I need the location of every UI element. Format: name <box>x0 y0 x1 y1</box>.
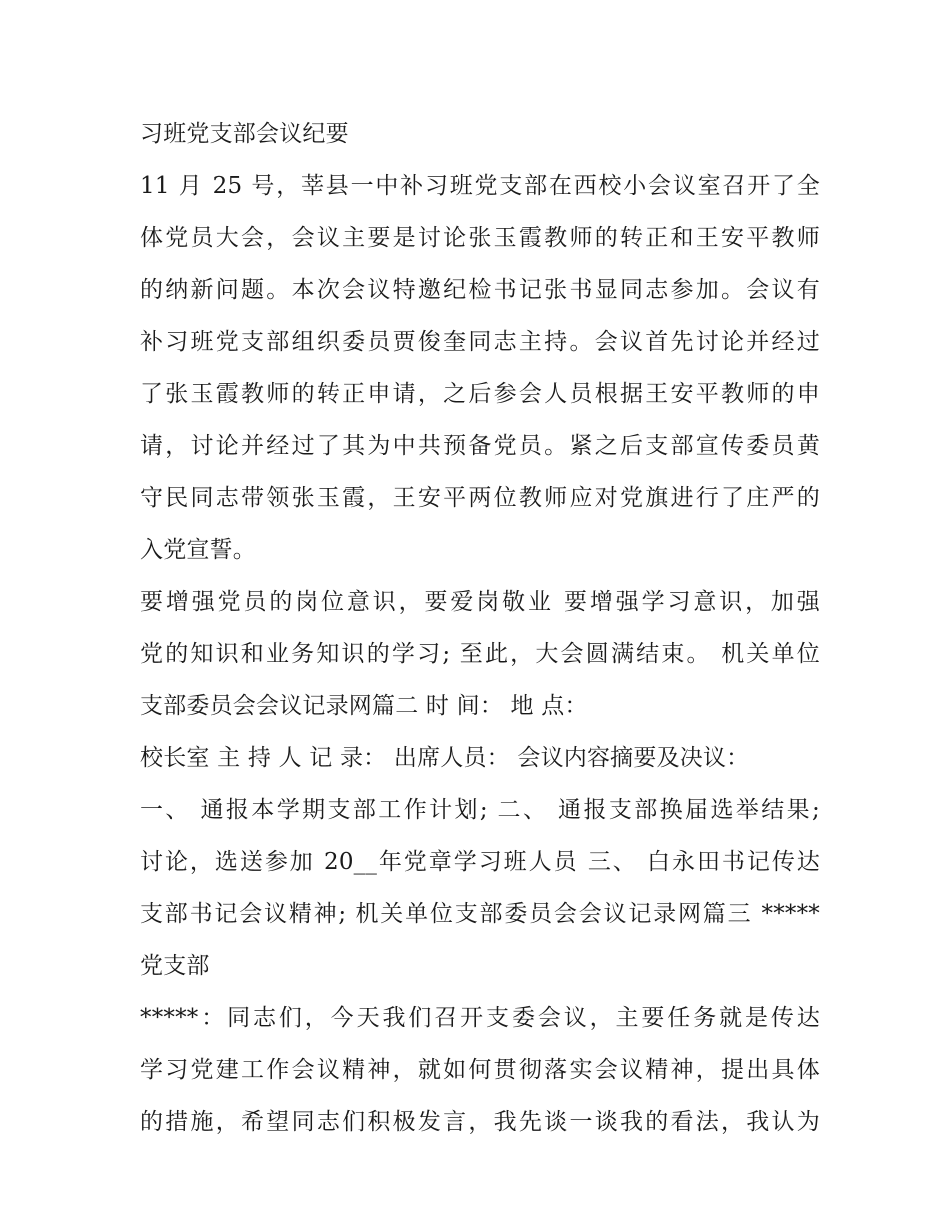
text-line: 的措施，希望同志们积极发言，我先谈一谈我的看法，我认为 <box>140 1109 820 1135</box>
text-line: 入党宣誓。 <box>140 537 256 563</box>
text-line: 支部书记会议精神; 机关单位支部委员会会议记录网篇三 ***** <box>140 901 820 927</box>
text-line: 支部委员会会议记录网篇二 时 间： 地 点： <box>140 693 588 719</box>
document-title: 习班党支部会议纪要 <box>140 121 349 147</box>
text-line: 守民同志带领张玉霞，王安平两位教师应对党旗进行了庄严的 <box>140 485 820 511</box>
text-line: *****：同志们，今天我们召开支委会议，主要任务就是传达 <box>140 1005 820 1031</box>
text-line: 了张玉霞教师的转正申请，之后参会人员根据王安平教师的申 <box>140 381 820 407</box>
text-line: 讨论，选送参加 20__年党章学习班人员 三、 白永田书记传达 <box>140 849 820 875</box>
text-line: 请，讨论并经过了其为中共预备党员。紧之后支部宣传委员黄 <box>140 433 820 459</box>
text-line: 学习党建工作会议精神，就如何贯彻落实会议精神，提出具体 <box>140 1057 820 1083</box>
text-line: 校长室 主 持 人 记 录： 出席人员： 会议内容摘要及决议： <box>140 745 750 771</box>
text-line: 党支部 <box>140 953 210 979</box>
text-line: 的纳新问题。本次会议特邀纪检书记张书显同志参加。会议有 <box>140 277 820 303</box>
document-body <box>140 108 820 1148</box>
text-line: 补习班党支部组织委员贾俊奎同志主持。会议首先讨论并经过 <box>140 329 820 355</box>
text-line: 一、 通报本学期支部工作计划; 二、 通报支部换届选举结果; <box>140 797 820 823</box>
text-line: 党的知识和业务知识的学习; 至此，大会圆满结束。 机关单位 <box>140 641 820 667</box>
text-line: 要增强党员的岗位意识，要爱岗敬业 要增强学习意识，加强 <box>140 589 820 615</box>
text-line: 11 月 25 号，莘县一中补习班党支部在西校小会议室召开了全 <box>140 173 820 199</box>
text-line: 体党员大会，会议主要是讨论张玉霞教师的转正和王安平教师 <box>140 225 820 251</box>
